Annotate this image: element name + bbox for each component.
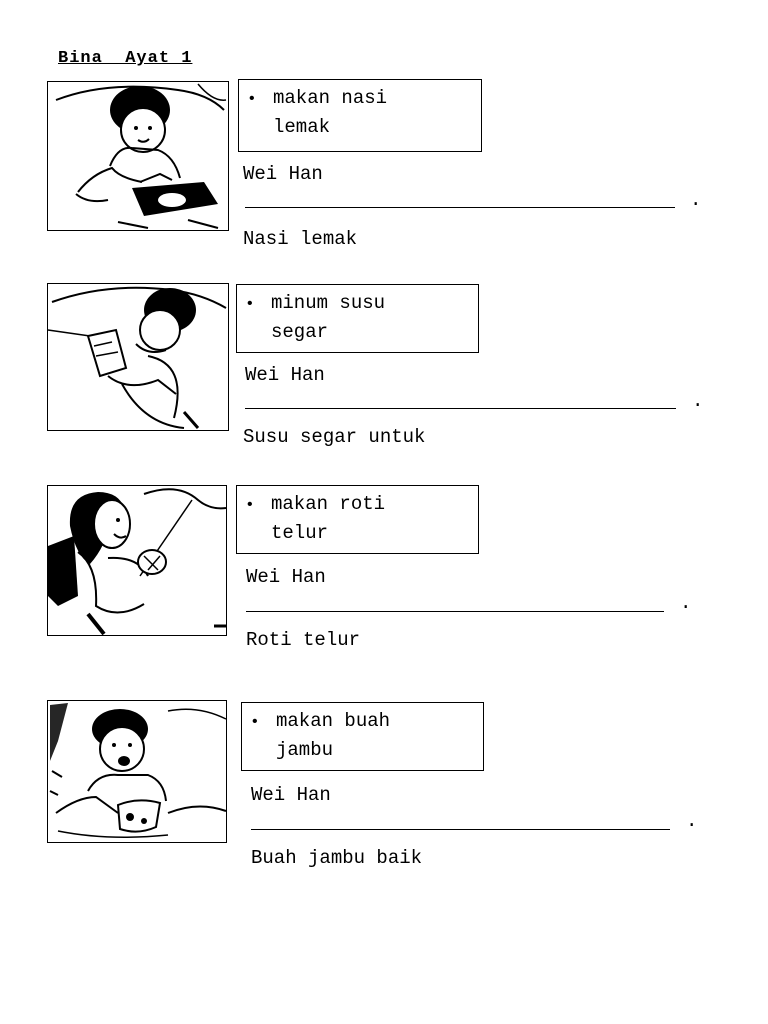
cue-text-line-2: segar (271, 321, 329, 343)
answer-blank-line[interactable] (245, 207, 675, 208)
sentence-period: . (686, 810, 698, 832)
sentence-subject: Wei Han (243, 163, 323, 185)
answer-blank-line[interactable] (245, 408, 676, 409)
answer-blank-line[interactable] (246, 611, 664, 612)
word-cue-box (236, 284, 479, 353)
worksheet-title: Bina Ayat 1 (58, 49, 193, 68)
boy-drinking-milk-illustration (47, 283, 229, 431)
cue-text-line-2: lemak (273, 116, 331, 138)
girl-eating-egg-bread-illustration (47, 485, 227, 636)
word-cue-box (238, 79, 482, 152)
sentence-subject: Wei Han (245, 364, 325, 386)
cue-text-line-1: • makan roti (247, 490, 468, 519)
sentence-period: . (692, 390, 704, 412)
sentence-subject: Wei Han (246, 566, 326, 588)
prompt-sentence-start: Buah jambu baik (251, 847, 423, 869)
cue-text-line-2: jambu (276, 739, 334, 761)
sentence-period: . (690, 189, 702, 211)
sentence-period: . (680, 592, 692, 614)
cue-text-line-2: telur (271, 522, 329, 544)
cue-text-line-1: • makan buah (252, 707, 473, 736)
answer-blank-line[interactable] (251, 829, 670, 830)
sentence-subject: Wei Han (251, 784, 331, 806)
word-cue-box (241, 702, 484, 771)
cue-text-line-1: • makan nasi (249, 84, 471, 113)
prompt-sentence-start: Roti telur (246, 629, 361, 651)
boy-eating-guava-illustration (47, 700, 227, 843)
prompt-sentence-start: Susu segar untuk (243, 426, 426, 448)
word-cue-box (236, 485, 479, 554)
prompt-sentence-start: Nasi lemak (243, 228, 358, 250)
boy-eating-nasi-lemak-illustration (47, 81, 229, 231)
cue-text-line-1: • minum susu (247, 289, 468, 318)
